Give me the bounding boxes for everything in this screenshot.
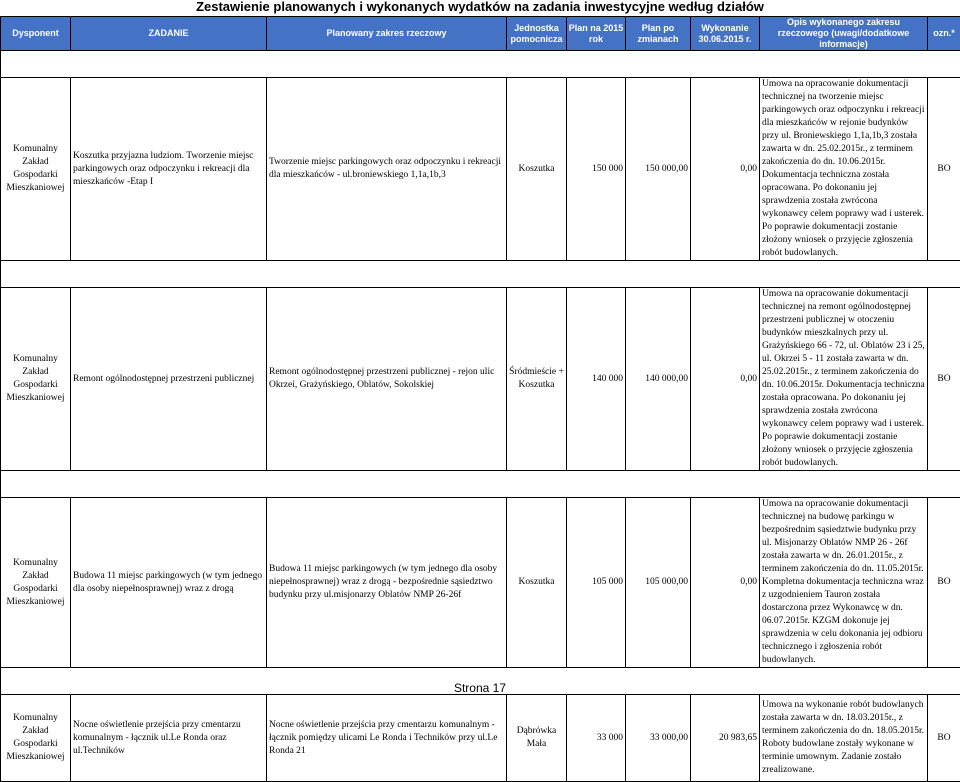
cell-plan-po-zmianach: 140 000,00	[626, 288, 691, 471]
cell-wykonanie: 0,00	[691, 78, 760, 261]
page-title: Zestawienie planowanych i wykonanych wydatków na zadania inwestycyjne według działów	[0, 0, 960, 16]
cell-dysponent: Komunalny Zakład Gospodarki Mieszkaniowej	[1, 288, 71, 471]
cell-ozn: BO	[928, 288, 960, 471]
cell-jednostka: Koszutka	[507, 498, 567, 668]
cell-wykonanie: 0,00	[691, 288, 760, 471]
header-dysponent: Dysponent	[1, 17, 71, 51]
header-row	[1, 17, 960, 51]
cell-zadanie: Remont ogólnodostępnej przestrzeni publicznej	[71, 288, 267, 471]
investment-table	[0, 16, 960, 782]
header-plan-po-zmianach: Plan po zmianach	[626, 17, 691, 51]
cell-plan: 33 000	[567, 695, 626, 782]
header-ozn: ozn.*	[928, 17, 960, 51]
cell-dysponent: Komunalny Zakład Gospodarki Mieszkaniowej	[1, 498, 71, 668]
cell-plan: 105 000	[567, 498, 626, 668]
cell-jednostka: Koszutka	[507, 78, 567, 261]
header-plan: Plan na 2015 rok	[567, 17, 626, 51]
cell-ozn: BO	[928, 695, 960, 782]
cell-zadanie: Koszutka przyjazna ludziom. Tworzenie miejsc parkingowych oraz odpoczynku i rekreacji dla mieszkańców -Etap I	[71, 78, 267, 261]
cell-wykonanie: 0,00	[691, 498, 760, 668]
table-row	[1, 288, 960, 471]
cell-plan-po-zmianach: 33 000,00	[626, 695, 691, 782]
cell-ozn: BO	[928, 498, 960, 668]
cell-zakres: Remont ogólnodostępnej przestrzeni publicznej - rejon ulic Okrzei, Grażyńskiego, Oblatów, Sokolskiej	[267, 288, 507, 471]
table-row	[1, 498, 960, 668]
header-wykonanie: Wykonanie 30.06.2015 r.	[691, 17, 760, 51]
cell-plan: 150 000	[567, 78, 626, 261]
cell-dysponent: Komunalny Zakład Gospodarki Mieszkaniowej	[1, 695, 71, 782]
cell-zadanie: Nocne oświetlenie przejścia przy cmentarzu komunalnym - łącznik ul.Le Ronda oraz ul.Techników	[71, 695, 267, 782]
cell-zakres: Tworzenie miejsc parkingowych oraz odpoczynku i rekreacji dla mieszkańców - ul.broniewskiego 1,1a,1b,3	[267, 78, 507, 261]
cell-zakres: Budowa 11 miejsc parkingowych (w tym jednego dla osoby niepełnosprawnej) wraz z drogą - bezpośrednie sąsiedztwo budynku przy ul.misjonarzy Oblatów NMP 26-26f	[267, 498, 507, 668]
table-row	[1, 78, 960, 261]
cell-wykonanie: 20 983,65	[691, 695, 760, 782]
cell-jednostka: Śródmieście + Koszutka	[507, 288, 567, 471]
cell-plan-po-zmianach: 150 000,00	[626, 78, 691, 261]
cell-ozn: BO	[928, 78, 960, 261]
cell-zakres: Nocne oświetlenie przejścia przy cmentarzu komunalnym - łącznik pomiędzy ulicami Le Ronda i Techników przy ul.Le Ronda 21	[267, 695, 507, 782]
cell-jednostka: Dąbrówka Mała	[507, 695, 567, 782]
spacer-row	[1, 51, 960, 78]
spacer-row	[1, 471, 960, 498]
cell-opis: Umowa na opracowanie dokumentacji technicznej na remont ogólnodostępnej przestrzeni publicznej w otoczeniu budynków mieszkalnych przy ul. Grażyńskiego 66 - 72, ul. Oblatów 23 i 25, ul. Okrzei 5 - 11 została zawarta w dn. 25.02.2015r., z terminem zakończenia do dn. 10.06.2015r. Dokumentacja techniczna została opracowana. Po dokonaniu jej sprawdzenia została zwrócona wykonawcy celem poprawy wad i usterek. Po poprawie dokumentacji zostanie złożony wniosek o przyjęcie zgłoszenia robót budowlanych.	[760, 288, 928, 471]
spacer-row	[1, 261, 960, 288]
header-jednostka: Jednostka pomocnicza	[507, 17, 567, 51]
table-row	[1, 695, 960, 782]
cell-opis: Umowa na wykonanie robót budowlanych została zawarta w dn. 18.03.2015r., z terminem zakończenia do dn. 18.05.2015r. Roboty budowlane zostały wykonane w terminie umownym. Zadanie zostało zrealizowane.	[760, 695, 928, 782]
cell-zadanie: Budowa 11 miejsc parkingowych (w tym jednego dla osoby niepełnosprawnej) wraz z drogą	[71, 498, 267, 668]
cell-plan-po-zmianach: 105 000,00	[626, 498, 691, 668]
header-zakres: Planowany zakres rzeczowy	[267, 17, 507, 51]
cell-dysponent: Komunalny Zakład Gospodarki Mieszkaniowej	[1, 78, 71, 261]
cell-opis: Umowa na opracowanie dokumentacji technicznej na budowę parkingu w bezpośrednim sąsiedztwie budynku przy ul. Misjonarzy Oblatów NMP 26 - 26f została zawarta w dn. 26.01.2015r., z terminem zakończenia do dn. 11.05.2015r. Kompletna dokumentacja techniczna wraz z uzgodnieniem Tauron została dostarczona przez Wykonawcę w dn. 06.07.2015r. KZGM dokonuje jej sprawdzenia w celu dokonania jej odbioru technicznego i zgłoszenia robót budowlanych.	[760, 498, 928, 668]
cell-opis: Umowa na opracowanie dokumentacji technicznej na tworzenie miejsc parkingowych oraz odpoczynku i rekreacji dla mieszkańców w rejonie budynków przy ul. Broniewskiego 1,1a,1b,3 została zawarta w dn. 25.02.2015r., z terminem zakończenia do dn. 10.06.2015r. Dokumentacja techniczna została opracowana. Po dokonaniu jej sprawdzenia została zwrócona wykonawcy celem poprawy wad i usterek. Po poprawie dokumentacji zostanie złożony wniosek o przyjęcie zgłoszenia robót budowlanych.	[760, 78, 928, 261]
cell-plan: 140 000	[567, 288, 626, 471]
page-number: Strona 17	[0, 682, 960, 695]
header-zadanie: ZADANIE	[71, 17, 267, 51]
header-opis: Opis wykonanego zakresu rzeczowego (uwagi/dodatkowe informacje)	[760, 17, 928, 51]
